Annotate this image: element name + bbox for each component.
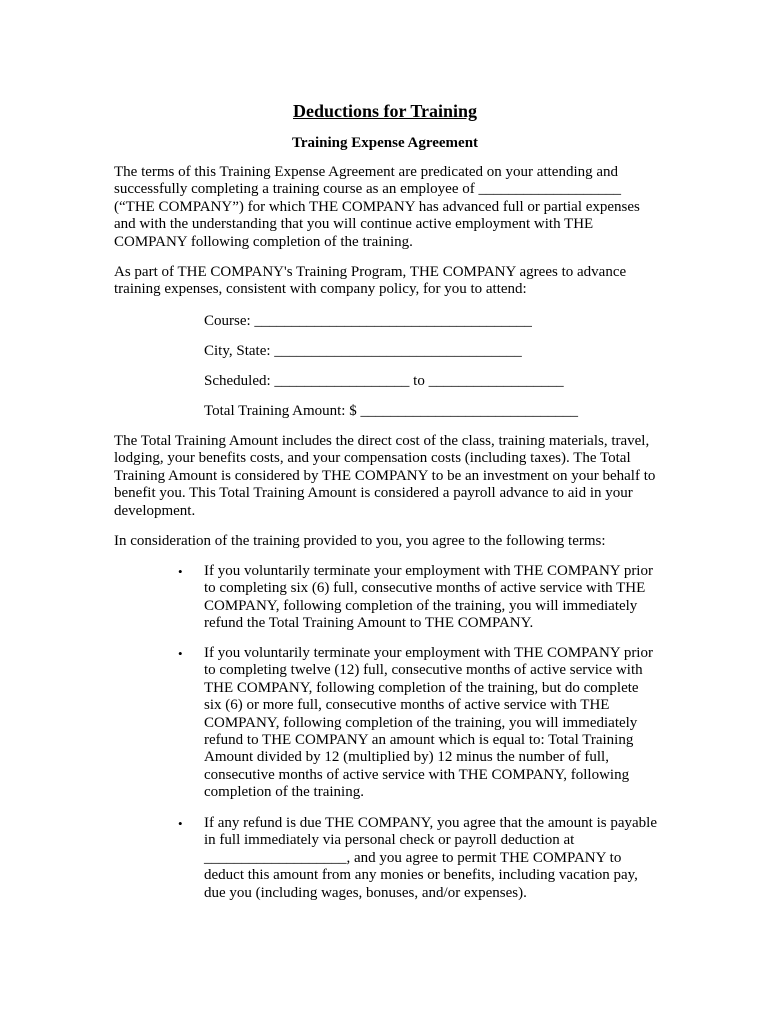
document-title: Deductions for Training	[292, 101, 478, 121]
term-text: If any refund is due THE COMPANY, you agree that the amount is payable in full immediately via personal check or payroll deduction at ___________________, and you agree to permit THE COMPANY to deduct this amount from any monies or benefits, including vacation pay, due you (including wages, bonuses, and/or expenses).	[204, 815, 657, 901]
intro-paragraph: The terms of this Training Expense Agreement are predicated on your attending and successfully completing a training course as an employee of ___________________ (“THE COMPANY”) for which THE COMPANY has advanced full or partial expenses and with the understanding that you will continue active employment with THE COMPANY following completion of the training.	[114, 164, 640, 250]
total-amount-field: Total Training Amount: $ _____________________________	[204, 403, 578, 419]
bullet-icon: •	[178, 646, 183, 661]
consideration-paragraph: In consideration of the training provided to you, you agree to the following terms:	[114, 533, 606, 549]
document-subtitle: Training Expense Agreement	[291, 135, 479, 151]
bullet-icon: •	[178, 816, 183, 831]
term-text: If you voluntarily terminate your employment with THE COMPANY prior to completing six (6) full, consecutive months of active service with THE COMPANY, following completion of the training, you will immediately refund the Total Training Amount to THE COMPANY.	[204, 563, 653, 632]
program-paragraph: As part of THE COMPANY's Training Program, THE COMPANY agrees to advance training expenses, consistent with company policy, for you to attend:	[114, 264, 627, 298]
city-state-field: City, State: _________________________________	[204, 343, 522, 359]
scheduled-field: Scheduled: __________________ to __________________	[204, 373, 564, 389]
term-text: If you voluntarily terminate your employment with THE COMPANY prior to completing twelve (12) full, consecutive months of active service with THE COMPANY, following completion of the training, but do complete six (6) or more full, consecutive months of active service with THE COMPANY, following completion of the training, you will immediately refund to THE COMPANY an amount which is equal to: Total Training Amount divided by 12 (multiplied by) 12 minus the number of full, consecutive months of active service with THE COMPANY, following completion of the training.	[204, 645, 653, 801]
amount-paragraph: The Total Training Amount includes the direct cost of the class, training materials, travel, lodging, your benefits costs, and your compensation costs (including taxes). The Total Training Amount is considered by THE COMPANY to be an investment on your behalf to benefit you. This Total Training Amount is considered a payroll advance to aid in your development.	[114, 433, 656, 519]
course-field: Course: _____________________________________	[204, 313, 532, 329]
bullet-icon: •	[178, 564, 183, 579]
